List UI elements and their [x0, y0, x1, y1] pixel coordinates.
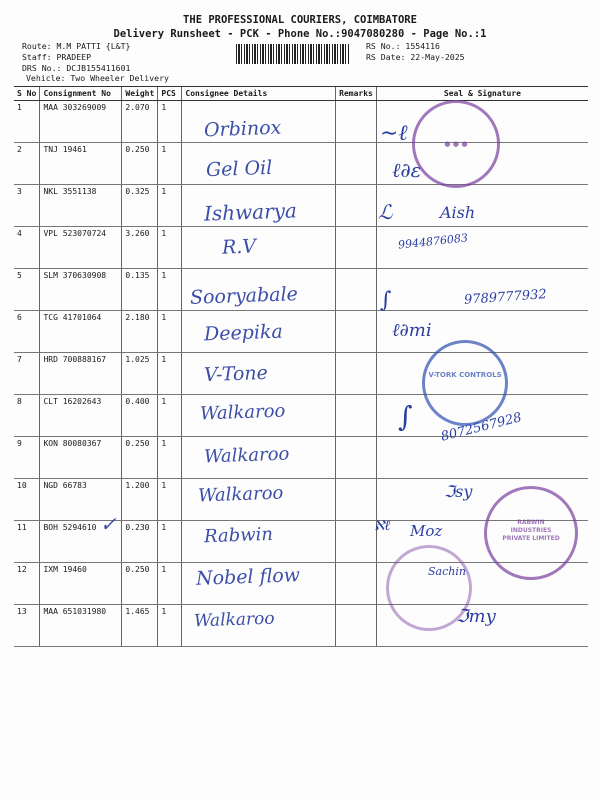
cell-remarks	[336, 479, 377, 521]
cell-weight: 0.230	[122, 521, 158, 563]
runsheet-subtitle: Delivery Runsheet - PCK - Phone No.:9047080280 - Page No.:1	[113, 28, 487, 40]
cell-consignment-no: KON 80080367	[40, 437, 122, 479]
cell-seal-signature	[376, 185, 588, 227]
signature-mark: ℓ∂mi	[392, 320, 432, 341]
handwritten-name: Sooryabale	[189, 283, 299, 309]
handwritten-name: Deepika	[203, 320, 284, 346]
phone-handwritten: 8072567928	[439, 410, 524, 445]
cell-sno: 11	[14, 521, 40, 563]
cell-pcs: 1	[158, 227, 182, 269]
cell-sno: 10	[14, 479, 40, 521]
rs-date-label: RS Date: 22-May-2025	[366, 52, 465, 62]
vtork-stamp-text: V-TORK CONTROLS	[428, 371, 502, 379]
handwritten-name: Walkaroo	[199, 400, 286, 425]
signature-mark: ℓ∂ε	[392, 158, 422, 182]
table-row	[14, 227, 588, 269]
table-row	[14, 185, 588, 227]
phone-handwritten: 9944876083	[397, 231, 469, 252]
cell-weight: 0.250	[122, 563, 158, 605]
table-row	[14, 605, 588, 647]
cell-remarks	[336, 353, 377, 395]
cell-consignment-no: BOH 5294610	[40, 521, 122, 563]
cell-consignment-no: CLT 16202643	[40, 395, 122, 437]
cell-consignment-no: NGD 66783	[40, 479, 122, 521]
handwritten-name: Rabwin	[203, 523, 274, 548]
handwritten-name: V-Tone	[203, 361, 269, 387]
cell-remarks	[336, 437, 377, 479]
cell-sno: 9	[14, 437, 40, 479]
signature-mark: ∼ℓ	[380, 121, 408, 146]
header-remarks: Remarks	[336, 87, 377, 101]
signature-mark: ∫	[380, 288, 392, 313]
cell-sno: 6	[14, 311, 40, 353]
cell-pcs: 1	[158, 605, 182, 647]
vtork-stamp	[422, 340, 508, 426]
cell-consignment-no: SLM 370630908	[40, 269, 122, 311]
header-weight: Weight	[122, 87, 158, 101]
signature-mark: ℑsy	[444, 482, 473, 501]
cell-weight: 0.250	[122, 437, 158, 479]
company-stamp: ● ● ●	[412, 100, 500, 188]
cell-pcs: 1	[158, 563, 182, 605]
cell-remarks	[336, 521, 377, 563]
cell-consignment-no: NKL 3551138	[40, 185, 122, 227]
cell-sno: 2	[14, 143, 40, 185]
faded-stamp	[386, 545, 472, 631]
cell-remarks	[336, 101, 377, 143]
table-row	[14, 101, 588, 143]
cell-weight: 0.400	[122, 395, 158, 437]
cell-weight: 0.325	[122, 185, 158, 227]
drs-label: DRS No.: DCJB155411601	[22, 63, 131, 73]
route-label: Route: M.M PATTI {L&T}	[22, 41, 131, 51]
handwritten-name: Walkaroo	[197, 482, 284, 507]
cell-sno: 3	[14, 185, 40, 227]
cell-pcs: 1	[158, 479, 182, 521]
cell-sno: 7	[14, 353, 40, 395]
cell-pcs: 1	[158, 101, 182, 143]
cell-sno: 1	[14, 101, 40, 143]
cell-remarks	[336, 395, 377, 437]
signature-text: Aish	[440, 203, 476, 222]
signature-text: Sachin	[428, 565, 466, 578]
cell-pcs: 1	[158, 521, 182, 563]
cell-weight: 1.465	[122, 605, 158, 647]
handwritten-name: Orbinox	[203, 116, 282, 142]
cell-sno: 13	[14, 605, 40, 647]
cell-remarks	[336, 269, 377, 311]
header-consignment: Consignment No	[40, 87, 122, 101]
cell-pcs: 1	[158, 311, 182, 353]
cell-weight: 1.200	[122, 479, 158, 521]
signature-text: Moz	[410, 522, 443, 540]
rabwin-stamp	[484, 486, 578, 580]
staff-label: Staff: PRADEEP	[22, 52, 92, 62]
handwritten-name: R.V	[221, 235, 257, 259]
header-pcs: PCS	[158, 87, 182, 101]
cell-consignment-no: HRD 700888167	[40, 353, 122, 395]
header-sno: S No	[14, 87, 40, 101]
cell-sno: 8	[14, 395, 40, 437]
phone-handwritten: 9789777932	[463, 287, 548, 308]
barcode	[236, 44, 350, 64]
handwritten-name: Walkaroo	[193, 608, 275, 632]
cell-consignment-no: VPL 523070724	[40, 227, 122, 269]
checkmark-icon: ✓	[100, 512, 117, 536]
cell-remarks	[336, 185, 377, 227]
cell-weight: 1.025	[122, 353, 158, 395]
cell-consignment-no: MAA 303269009	[40, 101, 122, 143]
rs-no-label: RS No.: 1554116	[366, 41, 440, 51]
cell-consignee	[182, 227, 336, 269]
cell-pcs: 1	[158, 395, 182, 437]
signature-mark: ℵℓ	[374, 518, 391, 534]
signature-mark: ∫	[398, 400, 413, 433]
header-seal-signature: Seal & Signature	[376, 87, 588, 101]
vehicle-label: Vehicle: Two Wheeler Delivery	[26, 73, 169, 83]
cell-consignment-no: MAA 651031980	[40, 605, 122, 647]
signature-mark: ℒ	[378, 200, 393, 224]
cell-sno: 5	[14, 269, 40, 311]
cell-weight: 2.180	[122, 311, 158, 353]
cell-seal-signature	[376, 437, 588, 479]
cell-remarks	[336, 227, 377, 269]
cell-remarks	[336, 605, 377, 647]
cell-pcs: 1	[158, 437, 182, 479]
header-consignee: Consignee Details	[182, 87, 336, 101]
cell-weight: 0.250	[122, 143, 158, 185]
cell-weight: 0.135	[122, 269, 158, 311]
handwritten-name: Walkaroo	[203, 443, 290, 468]
cell-pcs: 1	[158, 269, 182, 311]
handwritten-name: Nobel flow	[195, 564, 301, 590]
cell-pcs: 1	[158, 353, 182, 395]
cell-pcs: 1	[158, 143, 182, 185]
handwritten-name: Ishwarya	[203, 198, 298, 226]
company-title: THE PROFESSIONAL COURIERS, COIMBATORE	[183, 14, 417, 26]
cell-weight: 2.070	[122, 101, 158, 143]
rabwin-stamp-text: RABWIN INDUSTRIES PRIVATE LIMITED	[502, 519, 560, 542]
table-row	[14, 437, 588, 479]
cell-sno: 12	[14, 563, 40, 605]
cell-pcs: 1	[158, 185, 182, 227]
table-row	[14, 143, 588, 185]
cell-remarks	[336, 563, 377, 605]
handwritten-name: Gel Oil	[205, 156, 273, 182]
cell-consignment-no: TCG 41701064	[40, 311, 122, 353]
cell-remarks	[336, 143, 377, 185]
cell-remarks	[336, 311, 377, 353]
cell-sno: 4	[14, 227, 40, 269]
cell-consignment-no: IXM 19460	[40, 563, 122, 605]
signature-mark: ℑmy	[456, 606, 496, 627]
cell-weight: 3.260	[122, 227, 158, 269]
cell-consignment-no: TNJ 19461	[40, 143, 122, 185]
